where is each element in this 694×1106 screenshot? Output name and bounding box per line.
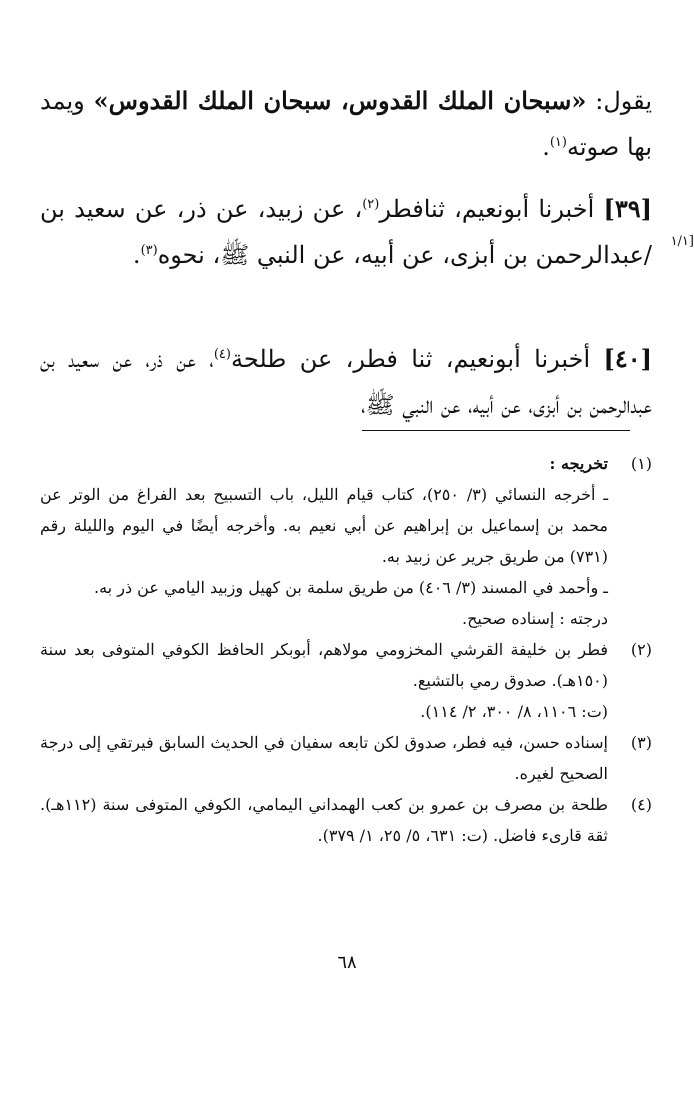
footnote-body (40, 448, 608, 634)
footnote-line: درجته : إسناده صحيح. (461, 609, 608, 628)
footnote-line: إسناده حسن، فيه فطر، صدوق لكن تابعه سفيان في الحديث السابق فيرتقي إلى درجة الصحيح لغيره. (40, 733, 608, 783)
hadith-39 (40, 186, 652, 278)
paragraph-text: ويمد بها صوته (40, 87, 652, 161)
hadith-number: [٣٩] (603, 194, 652, 223)
footnote-1 (40, 448, 652, 634)
footnote-body (40, 789, 608, 851)
footnote-ref-4[interactable]: (٤) (213, 347, 231, 362)
hadith-number: [٤٠] (603, 344, 652, 373)
footnote-line: ـ أخرجه النسائي (٣/ ٢٥٠)، كتاب قيام الليل، باب التسبيح بعد الفراغ من الوتر عن محمد بن إسماعيل بن إبراهيم عن أبي نعيم به. وأخرجه أيضًا في اليوم والليلة رقم (٧٣١) من طريق جرير عن زبيد به. (40, 485, 609, 566)
hadith-text: أخبرنا أبونعيم، ثنافطر (379, 195, 604, 223)
footnote-ref-2[interactable]: (٢) (362, 197, 380, 212)
hadith-40 (40, 336, 652, 428)
footnotes (40, 448, 652, 851)
paragraph-prefix: يقول: (586, 87, 653, 115)
hadith-end: . (132, 241, 141, 269)
footnote-line: فطر بن خليفة القرشي المخزومي مولاهم، أبوبكر الحافظ الكوفي المتوفى بعد سنة (١٥٠هـ). صدوق رمي بالتشيع. (40, 640, 608, 690)
footnote-line: (ت: ١١٠٦، ٨/ ٣٠٠، ٢/ ١١٤). (420, 702, 608, 721)
paragraph-opening (40, 78, 652, 170)
footnote-4 (40, 789, 652, 851)
footnote-2 (40, 634, 652, 727)
footnote-number: (٢) (630, 640, 652, 659)
manuscript-folio-marker: [١/١ (670, 234, 694, 249)
footnote-number: (١) (630, 454, 652, 473)
footnote-divider (362, 430, 630, 431)
paragraph-end: . (542, 133, 550, 161)
footnote-body (40, 634, 608, 727)
hadith-text: ، عن زبيد، عن ذر، عن سعيد بن /عبدالرحمن بن أبزى، عن أبيه، عن النبي ﷺ، نحوه (40, 195, 652, 269)
footnote-ref-1[interactable]: (١) (549, 135, 567, 150)
hadith-text: ، عن ذر، عن سعيد بن عبدالرحمن بن أبزى، عن أبيه، عن النبي ﷺ، (40, 345, 652, 419)
footnote-number: (٤) (630, 795, 652, 814)
footnote-line: طلحة بن مصرف بن عمرو بن كعب الهمداني اليمامي، الكوفي المتوفى سنة (١١٢هـ). ثقة قارىء فاضل. (ت: ٦٣١، ٥/ ٢٥، ١/ ٣٧٩). (40, 795, 608, 845)
footnote-body (40, 727, 608, 789)
hadith-text: أخبرنا أبونعيم، ثنا فطر، عن طلحة (230, 345, 604, 373)
footnote-line: تخريجه : (549, 454, 608, 473)
footnote-number: (٣) (630, 733, 652, 752)
page-number: ٦٨ (337, 952, 357, 973)
footnote-line: ـ وأحمد في المسند (٣/ ٤٠٦) من طريق سلمة بن كهيل وزبيد اليامي عن ذر به. (94, 578, 608, 597)
footnote-3 (40, 727, 652, 789)
quoted-dhikr: «سبحان الملك القدوس، سبحان الملك القدوس» (93, 86, 587, 115)
footnote-ref-3[interactable]: (٣) (140, 243, 158, 258)
